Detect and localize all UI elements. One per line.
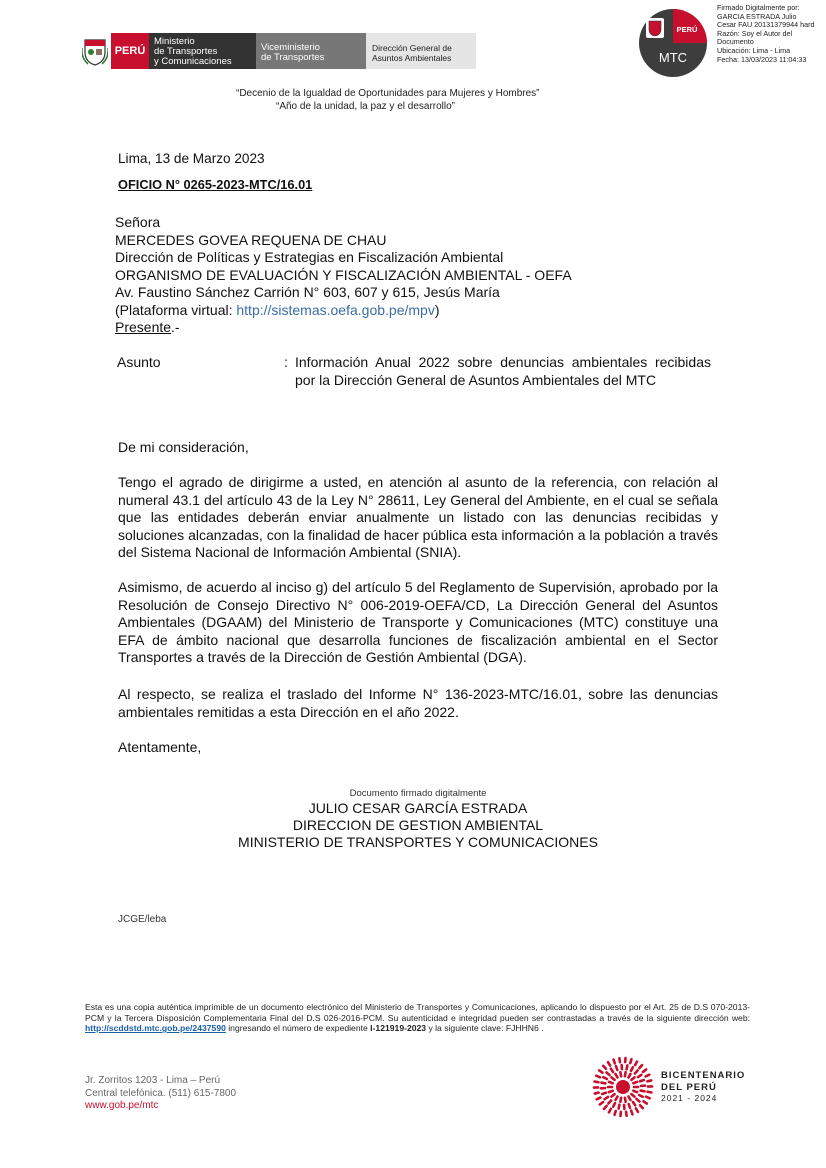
bicen-line-2: DEL PERÚ — [661, 1081, 717, 1093]
bicentenario-ray — [600, 1102, 603, 1104]
recipient-title: Señora — [115, 214, 161, 230]
bicentenario-ray — [609, 1091, 613, 1092]
bicentenario-ray — [604, 1106, 607, 1109]
bicentenario-ray — [625, 1098, 626, 1102]
mtc-logo-text: MTC — [658, 50, 688, 65]
bicentenario-ray — [613, 1103, 615, 1107]
bicentenario-ray — [633, 1102, 635, 1105]
bicentenario-ray — [616, 1066, 617, 1070]
bicentenario-ray — [614, 1060, 615, 1064]
bicentenario-ray — [595, 1093, 599, 1094]
bicentenario-ray — [609, 1109, 611, 1113]
recipient-block — [115, 214, 572, 337]
bicentenario-ray — [635, 1071, 638, 1074]
recipient-address: Av. Faustino Sánchez Carrión N° 603, 607 y 615, Jesús María — [115, 284, 500, 300]
recipient-org: ORGANISMO DE EVALUACIÓN Y FISCALIZACIÓN AMBIENTAL - OEFA — [115, 266, 572, 283]
peru-label: PERÚ — [111, 33, 149, 69]
bicentenario-ray — [647, 1080, 651, 1081]
verification-link[interactable]: http://scddstd.mtc.gob.pe/2437590 — [85, 1023, 226, 1034]
bicentenario-ray — [609, 1082, 613, 1083]
legal-text-3: y la siguiente clave: FJHHN6 . — [426, 1023, 544, 1034]
presente: Presente — [115, 319, 172, 335]
dir-line-1: Dirección General de — [372, 43, 452, 53]
bicen-line-1: BICENTENARIO — [661, 1070, 746, 1081]
presente-tail: .- — [171, 319, 180, 335]
ministry-line-3: y Comunicaciones — [154, 56, 232, 67]
mtc-logo-peru: PERÚ — [676, 25, 698, 34]
oficio-number: OFICIO N° 0265-2023-MTC/16.01 — [118, 177, 313, 192]
signer-ministry: MINISTERIO DE TRANSPORTES Y COMUNICACIONES — [238, 834, 598, 850]
bicentenario-ray — [620, 1098, 621, 1102]
bicentenario-ray — [612, 1094, 615, 1097]
bicentenario-ray — [648, 1092, 652, 1093]
bicentenario-ray — [599, 1070, 602, 1072]
bicentenario-ray — [620, 1072, 621, 1076]
bicentenario-ray — [611, 1069, 613, 1072]
bicentenario-text — [661, 1070, 745, 1105]
bicentenario-ray — [631, 1111, 632, 1115]
bicentenario-ray — [635, 1062, 637, 1066]
bicentenario-ray — [633, 1091, 637, 1092]
legal-text-1: Esta es una copia auténtica imprimible de un documento electrónico del Ministerio de Transportes y Comunicaciones, aplicando lo dispuesto por el Art. 25 de D.S 070-2013-PCM y la Tercera Disposición Complementaria Final del D.S 026-2016-PCM. Su autenticidad e integridad pueden ser contrastadas a través de la siguiente dirección web: — [85, 1002, 750, 1023]
paragraph-3: Al respecto, se realiza el traslado del Informe N° 136-2023-MTC/16.01, sobre las denuncias ambientales remitidas a esta Dirección en el año 2022. — [118, 686, 718, 720]
direction-label — [366, 33, 476, 69]
platform-suffix: ) — [434, 301, 440, 318]
bicentenario-ray — [636, 1099, 639, 1102]
asunto-text: Información Anual 2022 sobre denuncias ambientales recibidas por la Dirección General de Asuntos Ambientales del MTC — [295, 354, 711, 388]
recipient-position: Dirección de Políticas y Estrategias en Fiscalización Ambiental — [115, 249, 504, 265]
bicentenario-ray — [601, 1083, 605, 1084]
bicentenario-ray — [595, 1082, 599, 1083]
bicentenario-ray — [616, 1074, 618, 1077]
bicen-line-3: 2021 - 2024 — [661, 1093, 718, 1103]
bicentenario-ray — [608, 1062, 610, 1065]
bicentenario-ray — [605, 1097, 608, 1099]
letter-date: Lima, 13 de Marzo 2023 — [118, 151, 265, 166]
footer-web-link[interactable]: www.gob.pe/mtc — [85, 1100, 159, 1111]
year-motto: “Año de la unidad, la paz y el desarrollo” — [276, 101, 455, 112]
coat-of-arms-icon — [82, 36, 108, 66]
signer-direction: DIRECCION DE GESTION AMBIENTAL — [292, 817, 544, 833]
mtc-logo-icon — [638, 8, 708, 78]
platform-link[interactable]: http://sistemas.oefa.gob.pe/mpv — [236, 301, 435, 318]
digital-signature-stamp: Firmado Digitalmente por: GARCIA ESTRADA Julio Cesar FAU 20131379944 hard Razón: Soy el Autor del Documento Ubicación: Lima - Lima Fecha: 13/03/2023 11:04:33 — [717, 3, 815, 64]
asunto-colon: : — [284, 354, 288, 370]
bicentenario-ray — [602, 1093, 606, 1094]
bicentenario-ray — [638, 1075, 641, 1077]
vice-line-1: Viceministerio — [261, 42, 320, 53]
footer-address: Jr. Zorritos 1203 - Lima – Perú — [85, 1075, 221, 1086]
footer-contact — [85, 1075, 236, 1113]
bicentenario-ray — [629, 1104, 630, 1108]
bicentenario-ray — [615, 1111, 616, 1115]
bicentenario-ray — [603, 1066, 606, 1069]
paragraph-1: Tengo el agrado de dirigirme a usted, en atención al asunto de la referencia, con relación al numeral 43.1 del artículo 43 de la Ley N° 28611, Ley General del Ambiente, en el cual se señala que las entidades deberán enviar anualmente un listado con las denuncias recibidas y soluciones alcanzadas, con la finalidad de hacer pública esta información a la población a través del Sistema Nacional de Información Ambiental (SNIA). — [118, 474, 718, 561]
bicentenario-ray — [607, 1072, 610, 1075]
bicentenario-ray — [612, 1077, 615, 1080]
bicentenario-ray — [627, 1065, 628, 1069]
bicentenario-ray — [633, 1082, 637, 1083]
bicentenario-ray — [631, 1077, 634, 1080]
bicentenario-logo-icon — [592, 1056, 654, 1118]
ministry-line-1: Ministerio — [154, 36, 195, 47]
authenticity-note — [85, 1002, 750, 1034]
bicentenario-ray — [643, 1101, 646, 1103]
signer-name: JULIO CESAR GARCÍA ESTRADA — [308, 800, 528, 816]
bicentenario-ray — [625, 1072, 626, 1076]
footer-phone: Central telefónica. (511) 615-7800 — [85, 1087, 237, 1099]
bicentenario-ray — [646, 1075, 650, 1077]
ministry-line-2: de Transportes — [154, 46, 218, 57]
bicentenario-ray — [643, 1070, 646, 1072]
dir-line-2: Asuntos Ambientales — [372, 52, 452, 63]
viceministry-label — [256, 33, 366, 69]
bicentenario-ray — [646, 1097, 650, 1099]
bicentenario-ray — [640, 1080, 644, 1081]
platform-prefix: (Plataforma virtual: — [115, 301, 237, 318]
bicentenario-ray — [630, 1059, 631, 1063]
bicentenario-ray — [629, 1097, 631, 1100]
bicentenario-ray — [636, 1108, 638, 1111]
paragraph-2: Asimismo, de acuerdo al inciso g) del artículo 5 del Reglamento de Supervisión, aprobado por la Resolución de Consejo Directivo N° 006-2019-OEFA/CD, La Dirección General del Asuntos Ambientales (DGAAM) del Ministerio de Transporte y Comunicaciones (MTC) constituye una EFA de ámbito nacional que desarrolla funciones de fiscalización ambiental en el Sector Transportes a través de la Dirección de Gestión Ambiental (DGA). — [118, 579, 718, 666]
vice-line-2: de Transportes — [261, 52, 325, 63]
signature-block — [118, 787, 718, 851]
bicentenario-ray — [597, 1098, 601, 1100]
bicentenario-ray — [641, 1091, 645, 1092]
bicentenario-ray — [631, 1094, 634, 1097]
bicentenario-ray — [596, 1076, 600, 1078]
signature-note: Documento firmado digitalmente — [349, 788, 487, 799]
bicentenario-ray — [608, 1100, 611, 1103]
expediente-number: I-121919-2023 — [370, 1023, 427, 1034]
bicentenario-ray — [616, 1097, 618, 1100]
legal-text-2: ingresando el número de expediente — [225, 1023, 371, 1034]
bicentenario-ray — [603, 1077, 607, 1079]
initials: JCGE/leba — [118, 914, 167, 925]
bicentenario-ray — [619, 1105, 620, 1109]
platform-line — [115, 302, 572, 320]
bicentenario-ray — [640, 1105, 643, 1108]
decade-motto: “Decenio de la Igualdad de Oportunidades para Mujeres y Hombres” — [236, 88, 540, 99]
presente-line — [115, 319, 572, 337]
bicentenario-ray — [629, 1074, 631, 1077]
bicentenario-ray — [631, 1067, 633, 1071]
asunto-label: Asunto — [117, 354, 161, 370]
closing: Atentamente, — [118, 739, 202, 755]
bicentenario-ray — [639, 1095, 643, 1097]
bicentenario-ray — [639, 1065, 642, 1068]
greeting: De mi consideración, — [118, 439, 249, 455]
ministry-label — [149, 33, 256, 69]
recipient-name: MERCEDES GOVEA REQUENA DE CHAU — [115, 231, 387, 248]
